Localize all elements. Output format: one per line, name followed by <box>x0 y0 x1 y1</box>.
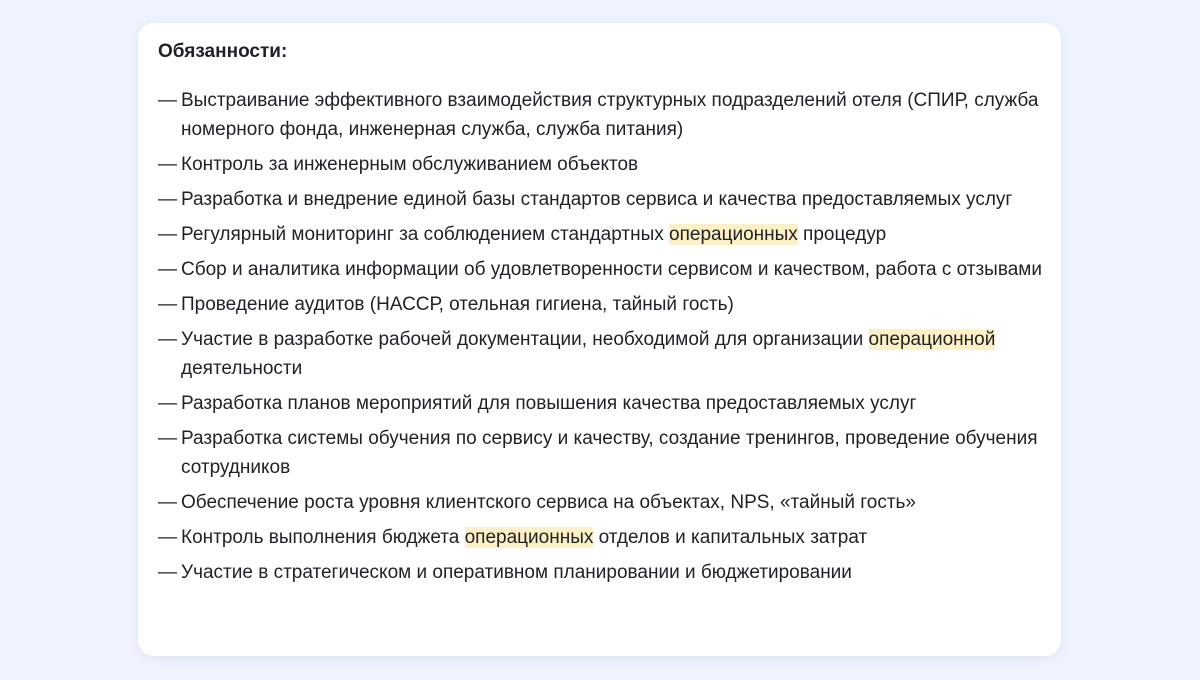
item-text: Выстраивание эффективного взаимодействия структурных подразделений отеля (СПИР, служба номерного фонда, инженерная служба, служба питания) <box>181 90 1039 140</box>
list-item <box>158 424 1043 482</box>
dash-bullet: — <box>158 189 177 210</box>
list-item <box>158 523 1043 552</box>
item-text: Проведение аудитов (НАССР, отельная гигиена, тайный гость) <box>181 294 734 315</box>
dash-bullet: — <box>158 329 177 350</box>
item-text: Контроль за инженерным обслуживанием объектов <box>181 154 639 175</box>
responsibilities-list <box>158 86 1043 587</box>
item-text: Регулярный мониторинг за соблюдением стандартных <box>181 224 670 245</box>
item-text: Сбор и аналитика информации об удовлетворенности сервисом и качеством, работа с отзывами <box>181 259 1042 280</box>
highlighted-keyword: операционных <box>669 224 798 245</box>
list-item <box>158 325 1043 383</box>
dash-bullet: — <box>158 294 177 315</box>
item-text: Разработка системы обучения по сервису и качеству, создание тренингов, проведение обучения сотрудников <box>181 428 1038 478</box>
dash-bullet: — <box>158 259 177 280</box>
dash-bullet: — <box>158 154 177 175</box>
list-item <box>158 86 1043 144</box>
item-text: Разработка и внедрение единой базы стандартов сервиса и качества предоставляемых услуг <box>181 189 1013 210</box>
section-title: Обязанности: <box>158 41 288 62</box>
item-text: Контроль выполнения бюджета <box>181 527 465 548</box>
item-text: Участие в разработке рабочей документации, необходимой для организации <box>181 329 869 350</box>
item-text: Участие в стратегическом и оперативном планировании и бюджетировании <box>181 562 852 583</box>
dash-bullet: — <box>158 90 177 111</box>
dash-bullet: — <box>158 527 177 548</box>
item-text: процедур <box>797 224 887 245</box>
list-item <box>158 255 1043 284</box>
dash-bullet: — <box>158 428 177 449</box>
dash-bullet: — <box>158 393 177 414</box>
list-item <box>158 290 1043 319</box>
list-item <box>158 558 1043 587</box>
item-text: отделов и капитальных затрат <box>593 527 868 548</box>
responsibilities-card <box>138 23 1061 656</box>
dash-bullet: — <box>158 224 177 245</box>
list-item <box>158 488 1043 517</box>
list-item <box>158 150 1043 179</box>
highlighted-keyword: операционной <box>868 329 996 350</box>
item-text: Обеспечение роста уровня клиентского сервиса на объектах, NPS, «тайный гость» <box>181 492 916 513</box>
list-item <box>158 389 1043 418</box>
highlighted-keyword: операционных <box>464 527 594 548</box>
item-text: Разработка планов мероприятий для повышения качества предоставляемых услуг <box>181 393 917 414</box>
dash-bullet: — <box>158 562 177 583</box>
list-item <box>158 220 1043 249</box>
dash-bullet: — <box>158 492 177 513</box>
list-item <box>158 185 1043 214</box>
item-text: деятельности <box>181 358 303 379</box>
